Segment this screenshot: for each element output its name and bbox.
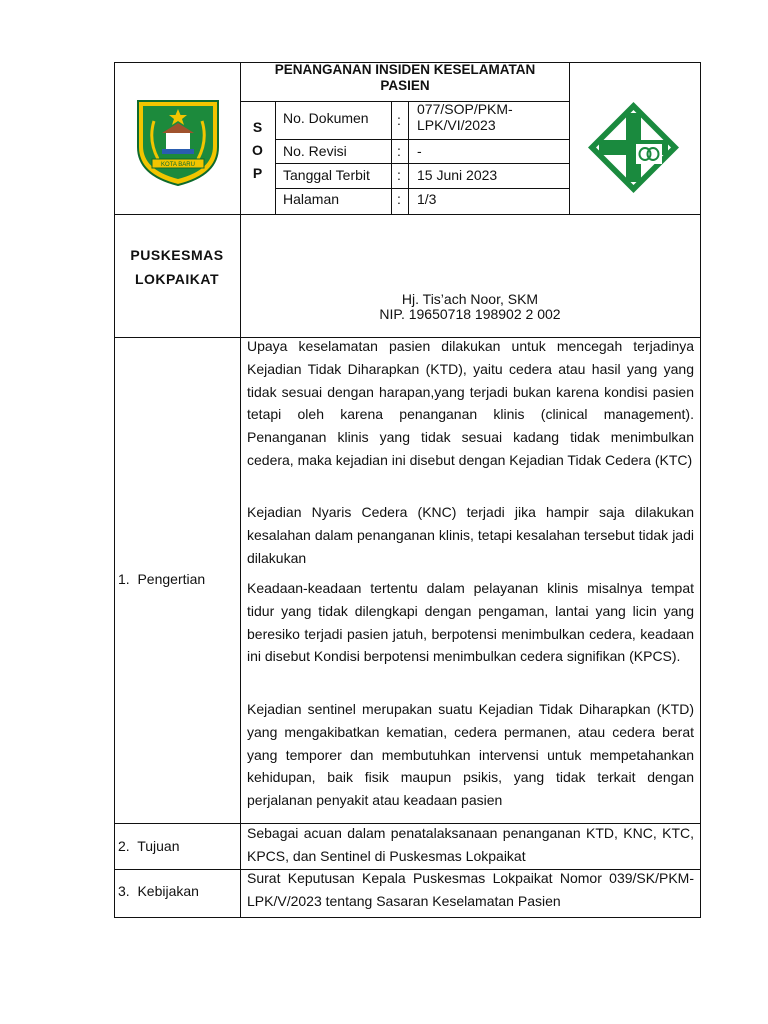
- section-label-tujuan: 2. Tujuan: [118, 838, 180, 854]
- field-label-tanggal-terbit: Tanggal Terbit: [283, 167, 370, 183]
- field-sep: :: [397, 143, 401, 159]
- sop-letter-s: S: [252, 119, 263, 135]
- tujuan-paragraph: Sebagai acuan dalam penatalaksanaan penanganan KTD, KNC, KTC, KPCS, dan Sentinel di Puskesmas Lokpaikat: [247, 825, 694, 864]
- logo-motto-text: KOTA BARU: [161, 162, 195, 168]
- field-label-halaman: Halaman: [283, 191, 340, 207]
- field-value-halaman: 1/3: [417, 191, 437, 207]
- sop-letter-o: O: [252, 142, 263, 158]
- field-sep: :: [397, 191, 401, 207]
- org-name-line2: LOKPAIKAT: [134, 271, 220, 287]
- regency-logo: [132, 95, 224, 187]
- pengertian-paragraph-3: Keadaan-keadaan tertentu dalam pelayanan klinis misalnya tempat tidur yang tidak dilengkapi dengan pengaman, lantai yang licin yang beresiko terjadi pasien jatuh, berpotensi menimbulkan cedera, keadaan ini disebut Kondisi berpotensi menimbulkan cedera signifikan (KPCS).: [247, 580, 694, 665]
- puskesmas-logo: [586, 100, 681, 195]
- field-value-no-revisi: -: [417, 143, 422, 159]
- section-label-kebijakan: 3. Kebijakan: [118, 883, 199, 899]
- pengertian-paragraph-4: Kejadian sentinel merupakan suatu Kejadian Tidak Diharapkan (KTD) yang mengakibatkan kematian, cedera permanen, atau cedera berat yang temporer dan membutuhkan intervensi untuk mempetahankan kehidupan, baik fisik maupun psikis, yang tidak terkait dengan perjalanan penyakit atau keadaan pasien: [247, 701, 694, 809]
- sop-letter-p: P: [252, 165, 263, 181]
- kebijakan-paragraph: Surat Keputusan Kepala Puskesmas Lokpaikat Nomor 039/SK/PKM-LPK/V/2023 tentang Sasaran Keselamatan Pasien: [247, 870, 694, 909]
- field-value-no-dokumen: 077/SOP/PKM-LPK/VI/2023: [417, 101, 513, 133]
- pengertian-paragraph-1: Upaya keselamatan pasien dilakukan untuk mencegah terjadinya Kejadian Tidak Diharapkan (KTD), yaitu cedera atau hasil yang yang tidak sesuai dengan harapan,yang terjadi bukan karena kondisi pasien tetapi oleh karena penanganan klinis (clinical management). Penanganan klinis yang tidak sesuai kadang tidak menimbulkan cedera, maka kejadian ini disebut dengan Kejadian Tidak Cedera (KTC): [247, 338, 694, 468]
- field-label-no-dokumen: No. Dokumen: [283, 110, 369, 126]
- field-value-tanggal-terbit: 15 Juni 2023: [417, 167, 498, 183]
- pengertian-paragraph-2: Kejadian Nyaris Cedera (KNC) terjadi jika hampir saja dilakukan kesalahan dalam penanganan klinis, tetapi kesalahan tersebut tidak jadi dilakukan: [247, 504, 694, 566]
- field-sep: :: [397, 112, 401, 128]
- section-label-pengertian: 1. Pengertian: [118, 571, 206, 587]
- field-label-no-revisi: No. Revisi: [283, 143, 347, 159]
- signer-nip: NIP. 19650718 198902 2 002: [379, 306, 561, 322]
- document-title: PENANGANAN INSIDEN KESELAMATAN PASIEN: [274, 62, 536, 93]
- signer-name: Hj. Tis’ach Noor, SKM: [401, 291, 539, 307]
- field-sep: :: [397, 167, 401, 183]
- org-name-line1: PUSKESMAS: [130, 247, 224, 263]
